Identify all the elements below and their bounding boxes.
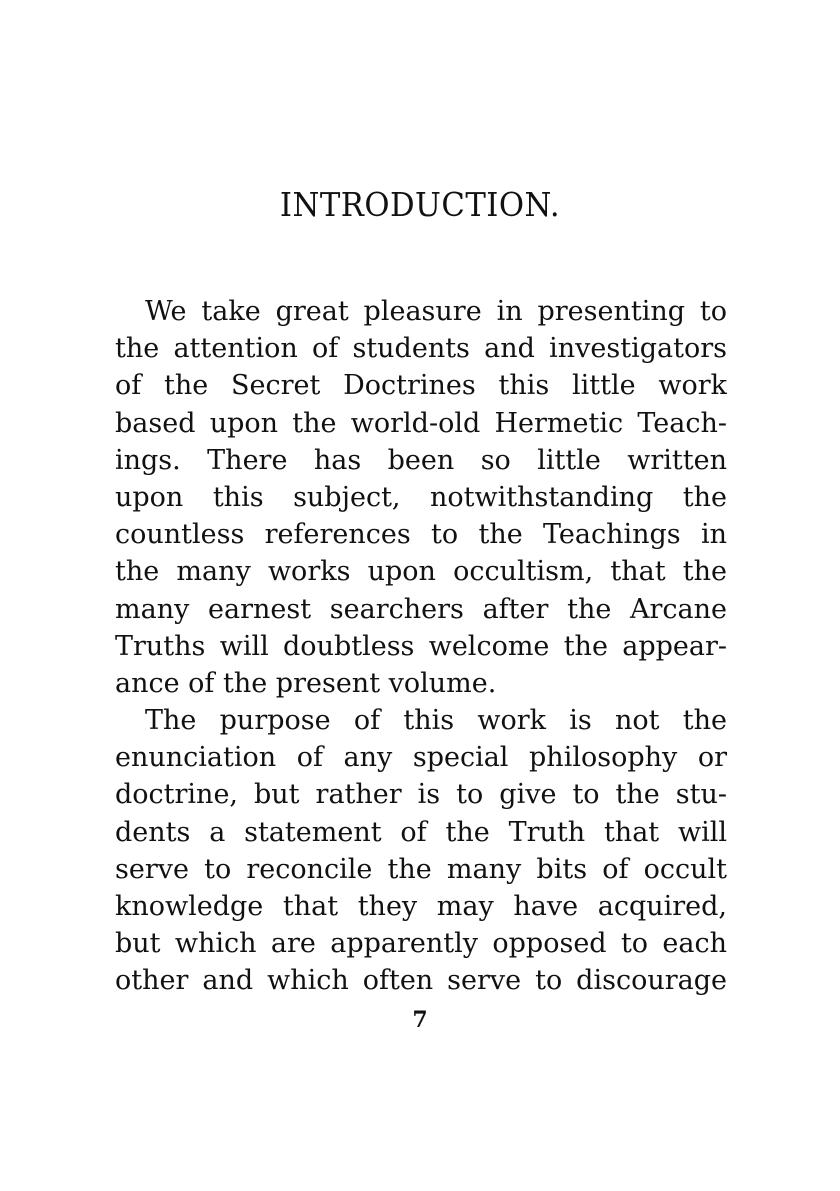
text-line: Truths will doubtless welcome the appear-	[115, 630, 727, 662]
text-line: ings. There has been so little written	[115, 444, 727, 476]
text-line: dents a statement of the Truth that will	[115, 816, 727, 848]
text-line: knowledge that they may have acquired,	[115, 891, 727, 922]
text-line: based upon the world-old Hermetic Teach-	[115, 407, 727, 439]
paragraph-2	[115, 702, 727, 1000]
body-text	[115, 293, 727, 1000]
text-line: many earnest searchers after the Arcane	[115, 593, 727, 625]
text-line: the many works upon occultism, that the	[115, 556, 727, 588]
text-line: countless references to the Teachings in	[115, 519, 727, 551]
text-line: of the Secret Doctrines this little work	[115, 370, 727, 402]
text-line: enunciation of any special philosophy or	[115, 742, 727, 774]
paragraph-1	[115, 293, 727, 702]
text-line: ance of the present volume.	[115, 667, 497, 699]
text-line: the attention of students and investigators	[115, 333, 727, 365]
text-line: upon this subject, notwithstanding the	[115, 481, 727, 513]
text-line: doctrine, but rather is to give to the stu-	[115, 779, 727, 811]
chapter-title: INTRODUCTION.	[279, 185, 561, 224]
text-line: but which are apparently opposed to each	[115, 928, 727, 960]
text-line: other and which often serve to discourage	[115, 965, 727, 997]
text-line: We take great pleasure in presenting to	[145, 296, 727, 327]
text-line: serve to reconcile the many bits of occult	[115, 853, 727, 885]
page-number: 7	[412, 1007, 428, 1033]
text-line: The purpose of this work is not the	[145, 705, 727, 737]
